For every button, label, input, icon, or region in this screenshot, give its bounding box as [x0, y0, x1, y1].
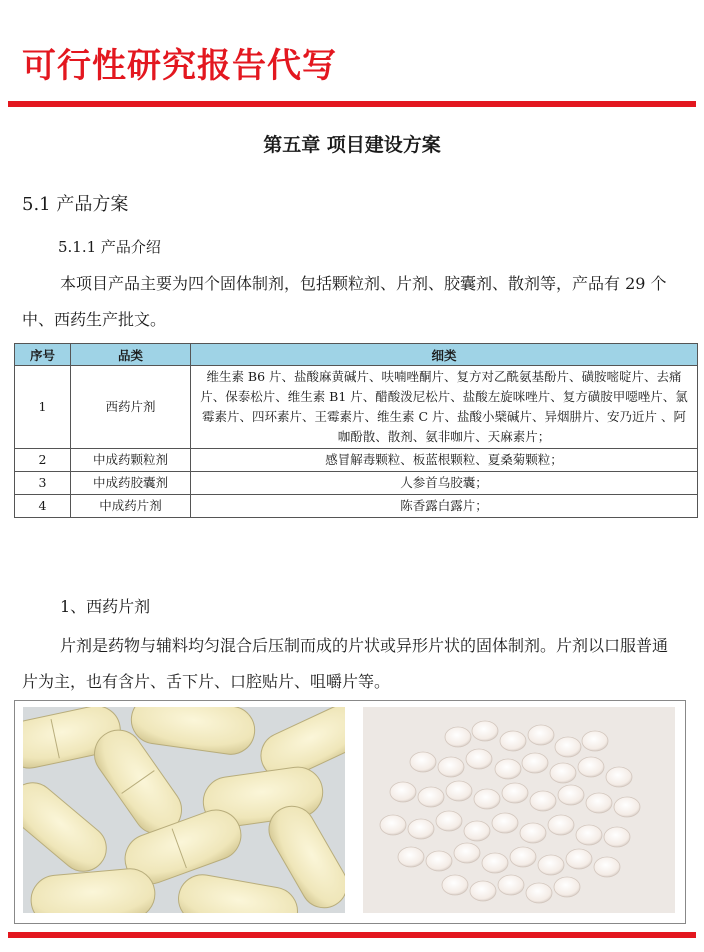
row-number: 2: [15, 449, 71, 472]
row-number: 3: [15, 472, 71, 495]
column-header-detail: 细类: [191, 344, 698, 366]
row-number: 1: [15, 366, 71, 449]
table-header-row: [15, 344, 698, 366]
header-title: 可行性研究报告代写: [22, 46, 337, 86]
table-row: [15, 472, 698, 495]
round-tablets-photo: [363, 707, 675, 913]
table-row: [15, 495, 698, 518]
row-category: 中成药胶囊剂: [71, 472, 191, 495]
row-detail: 维生素 B6 片、盐酸麻黄碱片、呋喃唑酮片、复方对乙酰氨基酚片、磺胺嘧啶片、去痛片、保泰松片、维生素 B1 片、醋酸泼尼松片、盐酸左旋咪唑片、复方磺胺甲噁唑片、氯霉素片、四环素片、王霉素片、维生素 C 片、盐酸小檗碱片、异烟肼片、安乃近片 、阿咖酚散、散剂、氨非咖片、天麻素片；: [191, 366, 698, 449]
subheading-tablets: 1、西药片剂: [60, 597, 151, 616]
table-row: [15, 366, 698, 449]
subsection-title: 5.1.1 产品介绍: [58, 238, 161, 256]
row-category: 中成药片剂: [71, 495, 191, 518]
row-category: 西药片剂: [71, 366, 191, 449]
header-divider: [8, 101, 696, 107]
column-header-category: 品类: [71, 344, 191, 366]
photo-panel: [14, 700, 686, 924]
row-detail: 人参首乌胶囊；: [191, 472, 698, 495]
footer-divider: [8, 932, 696, 938]
row-category: 中成药颗粒剂: [71, 449, 191, 472]
row-detail: 陈香露白露片；: [191, 495, 698, 518]
row-detail: 感冒解毒颗粒、板蓝根颗粒、夏桑菊颗粒；: [191, 449, 698, 472]
product-table: [14, 343, 698, 518]
table-row: [15, 449, 698, 472]
oval-tablets-photo: [23, 707, 345, 913]
tablet-paragraph: 片剂是药物与辅料均匀混合后压制而成的片状或异形片状的固体制剂。片剂以口服普通片为主，也有含片、舌下片、口腔贴片、咀嚼片等。: [22, 636, 669, 691]
row-number: 4: [15, 495, 71, 518]
intro-paragraph: 本项目产品主要为四个固体制剂，包括颗粒剂、片剂、胶囊剂、散剂等，产品有 29 个中、西药生产批文。: [22, 274, 667, 329]
column-header-no: 序号: [15, 344, 71, 366]
section-title: 5.1 产品方案: [22, 194, 129, 215]
chapter-title: 第五章 项目建设方案: [263, 134, 441, 156]
